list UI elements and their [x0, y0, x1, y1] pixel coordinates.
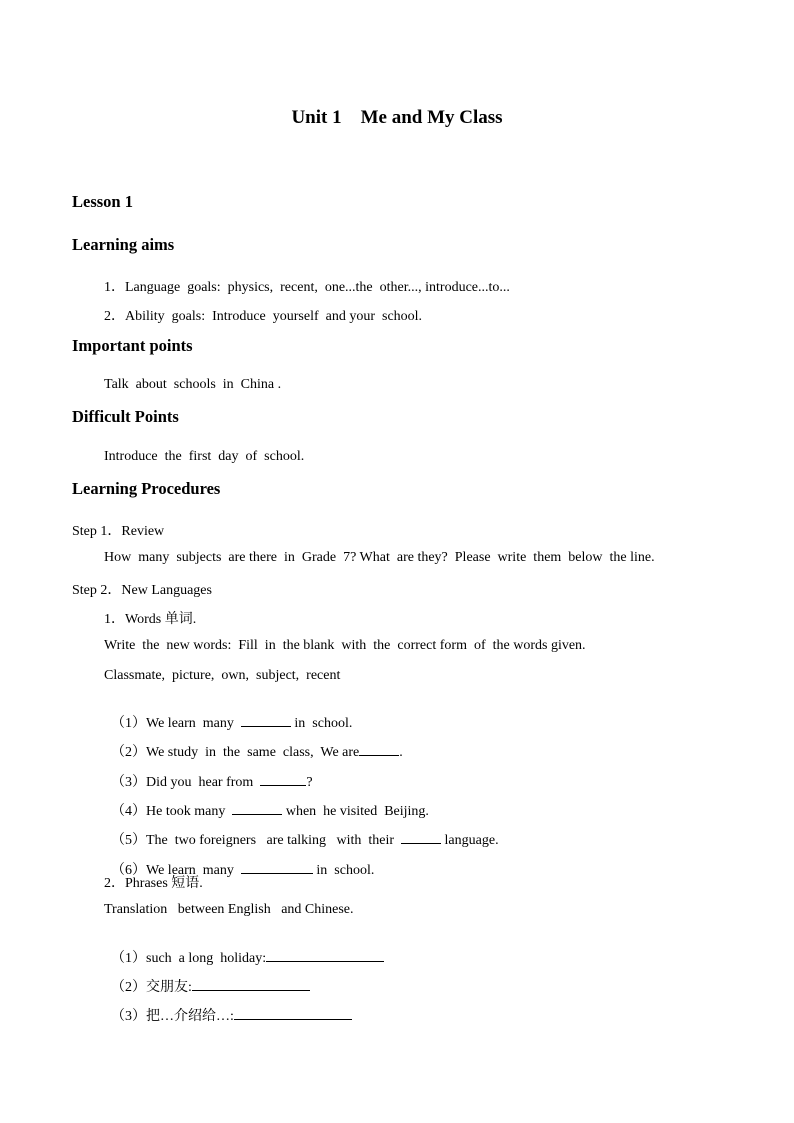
important-points-heading: Important points: [72, 336, 193, 355]
phrase-text: （3）把…介绍给…:: [111, 1009, 234, 1024]
answer-blank[interactable]: [234, 1005, 352, 1020]
words-heading: 1．Words 单词.: [104, 612, 197, 627]
answer-blank[interactable]: [241, 859, 313, 874]
step1-label: Step 1．Review: [72, 524, 165, 539]
exercise-text: （2）We study in the same class, We are: [111, 745, 360, 760]
exercise-text: ?: [306, 775, 313, 790]
phrase-text: （1）such a long holiday:: [111, 951, 267, 966]
phrase-text: （2）交朋友:: [111, 980, 192, 995]
answer-blank[interactable]: [359, 741, 399, 756]
phrases-heading: 2．Phrases 短语.: [104, 876, 203, 891]
phrase-item: [104, 989, 352, 1025]
phrases-instruction: Translation between English and Chinese.: [104, 902, 354, 917]
learning-aim-item: 2．Ability goals: Introduce yourself and your school.: [104, 309, 423, 324]
exercise-text: language.: [441, 833, 499, 848]
difficult-points-text: Introduce the first day of school.: [104, 449, 305, 464]
words-instruction: Write the new words: Fill in the blank with the correct form of the words given.: [104, 638, 586, 653]
exercise-text: （1）We learn many: [111, 716, 241, 731]
exercise-text: （3）Did you hear from: [111, 775, 261, 790]
important-points-text: Talk about schools in China .: [104, 377, 282, 392]
word-list: Classmate, picture, own, subject, recent: [104, 668, 341, 683]
exercise-text: .: [399, 745, 403, 760]
learning-procedures-heading: Learning Procedures: [72, 479, 221, 498]
exercise-text: when he visited Beijing.: [282, 804, 429, 819]
exercise-text: in school.: [312, 863, 375, 878]
exercise-text: in school.: [290, 716, 353, 731]
exercise-text: （6）We learn many: [111, 863, 241, 878]
exercise-text: （5）The two foreigners are talking with their: [111, 833, 402, 848]
learning-aim-item: 1．Language goals: physics, recent, one...the other..., introduce...to...: [104, 280, 510, 295]
exercise-text: （4）He took many: [111, 804, 233, 819]
step2-label: Step 2．New Languages: [72, 583, 212, 598]
document-title: Unit 1 Me and My Class: [291, 107, 503, 128]
answer-blank[interactable]: [401, 829, 441, 844]
learning-aims-heading: Learning aims: [72, 235, 175, 254]
lesson-heading: Lesson 1: [72, 192, 133, 211]
step1-text: How many subjects are there in Grade 7? What are they? Please write them below the line.: [104, 550, 655, 565]
difficult-points-heading: Difficult Points: [72, 407, 179, 426]
